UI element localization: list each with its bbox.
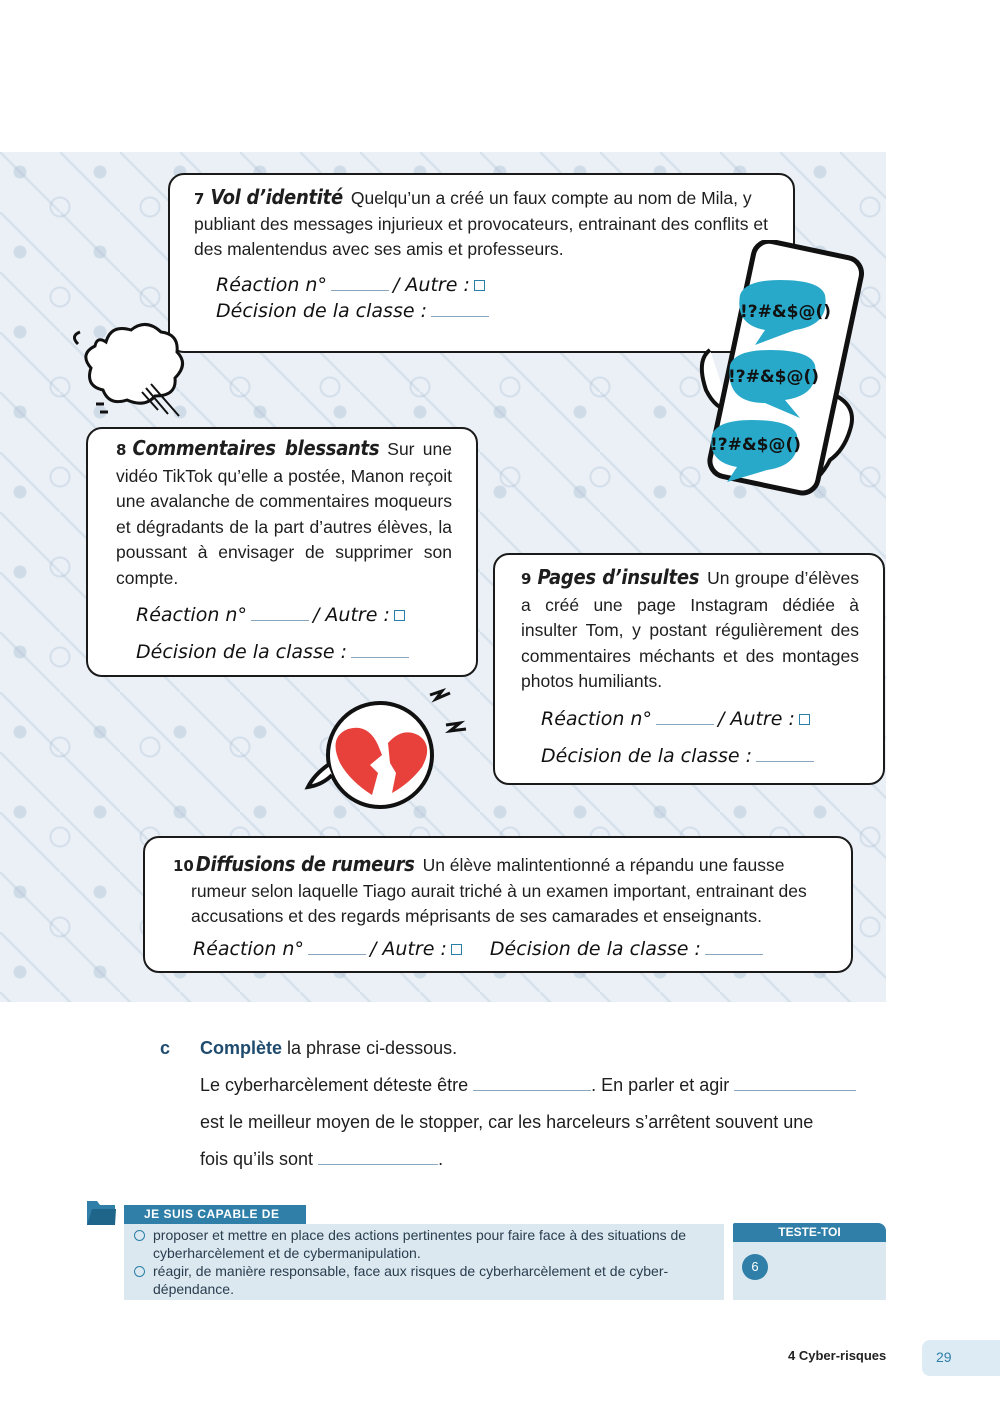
autre-checkbox[interactable] bbox=[799, 714, 810, 725]
reaction-label: Réaction n° bbox=[136, 604, 247, 626]
folder-icon bbox=[85, 1197, 117, 1227]
decision-field[interactable] bbox=[431, 301, 489, 317]
decision-label: Décision de la classe : bbox=[541, 744, 752, 767]
decision-label: Décision de la classe : bbox=[136, 641, 347, 663]
case-title: Commentaires blessants bbox=[132, 436, 380, 460]
autre-label: / Autre : bbox=[717, 707, 795, 730]
case-card-8 bbox=[86, 427, 478, 677]
sentence-part: . bbox=[438, 1149, 444, 1169]
capable-heading: JE SUIS CAPABLE DE bbox=[124, 1205, 306, 1224]
broken-heart-bubble-icon bbox=[300, 685, 480, 810]
sentence-part: Le cyberharcèlement déteste être bbox=[200, 1075, 474, 1095]
circle-bullet-icon[interactable] bbox=[134, 1230, 145, 1241]
teste-toi-box bbox=[733, 1242, 886, 1300]
sentence-part: est le meilleur moyen de le stopper, car les harceleurs s’arrêtent souvent une bbox=[200, 1112, 814, 1132]
exercise-c bbox=[160, 1030, 890, 1178]
case-card-10 bbox=[143, 836, 853, 973]
case-title: Diffusions de rumeurs bbox=[195, 852, 415, 876]
page-number: 29 bbox=[922, 1340, 1000, 1376]
sentence-part: fois qu’ils sont bbox=[200, 1149, 319, 1169]
blank-field-1[interactable] bbox=[473, 1071, 591, 1091]
case-card-9 bbox=[493, 553, 885, 785]
svg-text:!?#&$@(): !?#&$@() bbox=[740, 302, 832, 322]
circle-bullet-icon[interactable] bbox=[134, 1266, 145, 1277]
capable-item: réagir, de manière responsable, face aux risques de cyberharcèlement et de cyber-dépendance. bbox=[134, 1262, 714, 1298]
exercise-letter: c bbox=[160, 1038, 171, 1058]
reaction-number-field[interactable] bbox=[251, 605, 309, 621]
blank-field-2[interactable] bbox=[734, 1071, 856, 1091]
reaction-number-field[interactable] bbox=[331, 275, 389, 291]
autre-checkbox[interactable] bbox=[474, 280, 485, 291]
decision-label: Décision de la classe : bbox=[216, 300, 427, 322]
case-body: Un élève malintentionné a répandu une fausse rumeur selon laquelle Tiago aurait triché à un examen important, entrainant des accusations et des regards méprisants de ses camarades et enseignants. bbox=[191, 855, 807, 926]
case-body: Un groupe d’élèves a créé une page Instagram dédiée à insulter Tom, y postant régulièrement des commentaires méchants et des montages photos humiliants. bbox=[521, 568, 859, 691]
svg-text:!?#&$@(): !?#&$@() bbox=[728, 367, 820, 387]
case-body: Sur une vidéo TikTok qu’elle a postée, Manon reçoit une avalanche de commentaires moqueurs et dégradants de la part d’autres élèves, la poussant à envisager de supprimer son compte. bbox=[116, 439, 452, 588]
decision-field[interactable] bbox=[756, 746, 814, 762]
case-number: 10 bbox=[173, 857, 194, 875]
teste-toi-heading: TESTE-TOI bbox=[733, 1223, 886, 1242]
teste-toi-number-badge[interactable]: 6 bbox=[742, 1254, 768, 1280]
svg-text:!?#&$@(): !?#&$@() bbox=[710, 435, 802, 455]
reaction-number-field[interactable] bbox=[656, 709, 714, 725]
autre-label: / Autre : bbox=[392, 274, 470, 296]
case-number: 9 bbox=[521, 570, 532, 588]
reaction-label: Réaction n° bbox=[541, 707, 652, 730]
case-title: Vol d’identité bbox=[210, 185, 343, 209]
instruction-text: la phrase ci-dessous. bbox=[282, 1038, 458, 1058]
capable-item: proposer et mettre en place des actions pertinentes pour faire face à des situations de cyberharcèlement et de cybermanipulation. bbox=[134, 1226, 714, 1262]
decision-field[interactable] bbox=[705, 939, 763, 955]
case-number: 7 bbox=[194, 190, 205, 208]
decision-field[interactable] bbox=[351, 642, 409, 658]
decision-label: Décision de la classe : bbox=[489, 938, 701, 960]
cloud-puff-icon bbox=[66, 312, 196, 422]
blank-field-3[interactable] bbox=[318, 1145, 438, 1165]
autre-checkbox[interactable] bbox=[451, 944, 462, 955]
instruction-verb: Complète bbox=[200, 1038, 283, 1058]
case-number: 8 bbox=[116, 441, 127, 459]
capable-list bbox=[124, 1224, 724, 1300]
reaction-label: Réaction n° bbox=[216, 274, 327, 296]
chapter-label: 4 Cyber-risques bbox=[788, 1348, 887, 1363]
reaction-number-field[interactable] bbox=[308, 939, 366, 955]
case-body: Quelqu’un a créé un faux compte au nom de Mila, y publiant des messages injurieux et provocateurs, entrainant des conflits et des malentendus avec ses amis et professeurs. bbox=[194, 188, 768, 259]
reaction-label: Réaction n° bbox=[193, 938, 304, 960]
autre-checkbox[interactable] bbox=[394, 610, 405, 621]
phone-with-insult-bubbles-illustration bbox=[690, 240, 870, 500]
case-title: Pages d’insultes bbox=[537, 565, 700, 589]
sentence-part: . En parler et agir bbox=[591, 1075, 735, 1095]
autre-label: / Autre : bbox=[369, 938, 447, 960]
autre-label: / Autre : bbox=[312, 604, 390, 626]
